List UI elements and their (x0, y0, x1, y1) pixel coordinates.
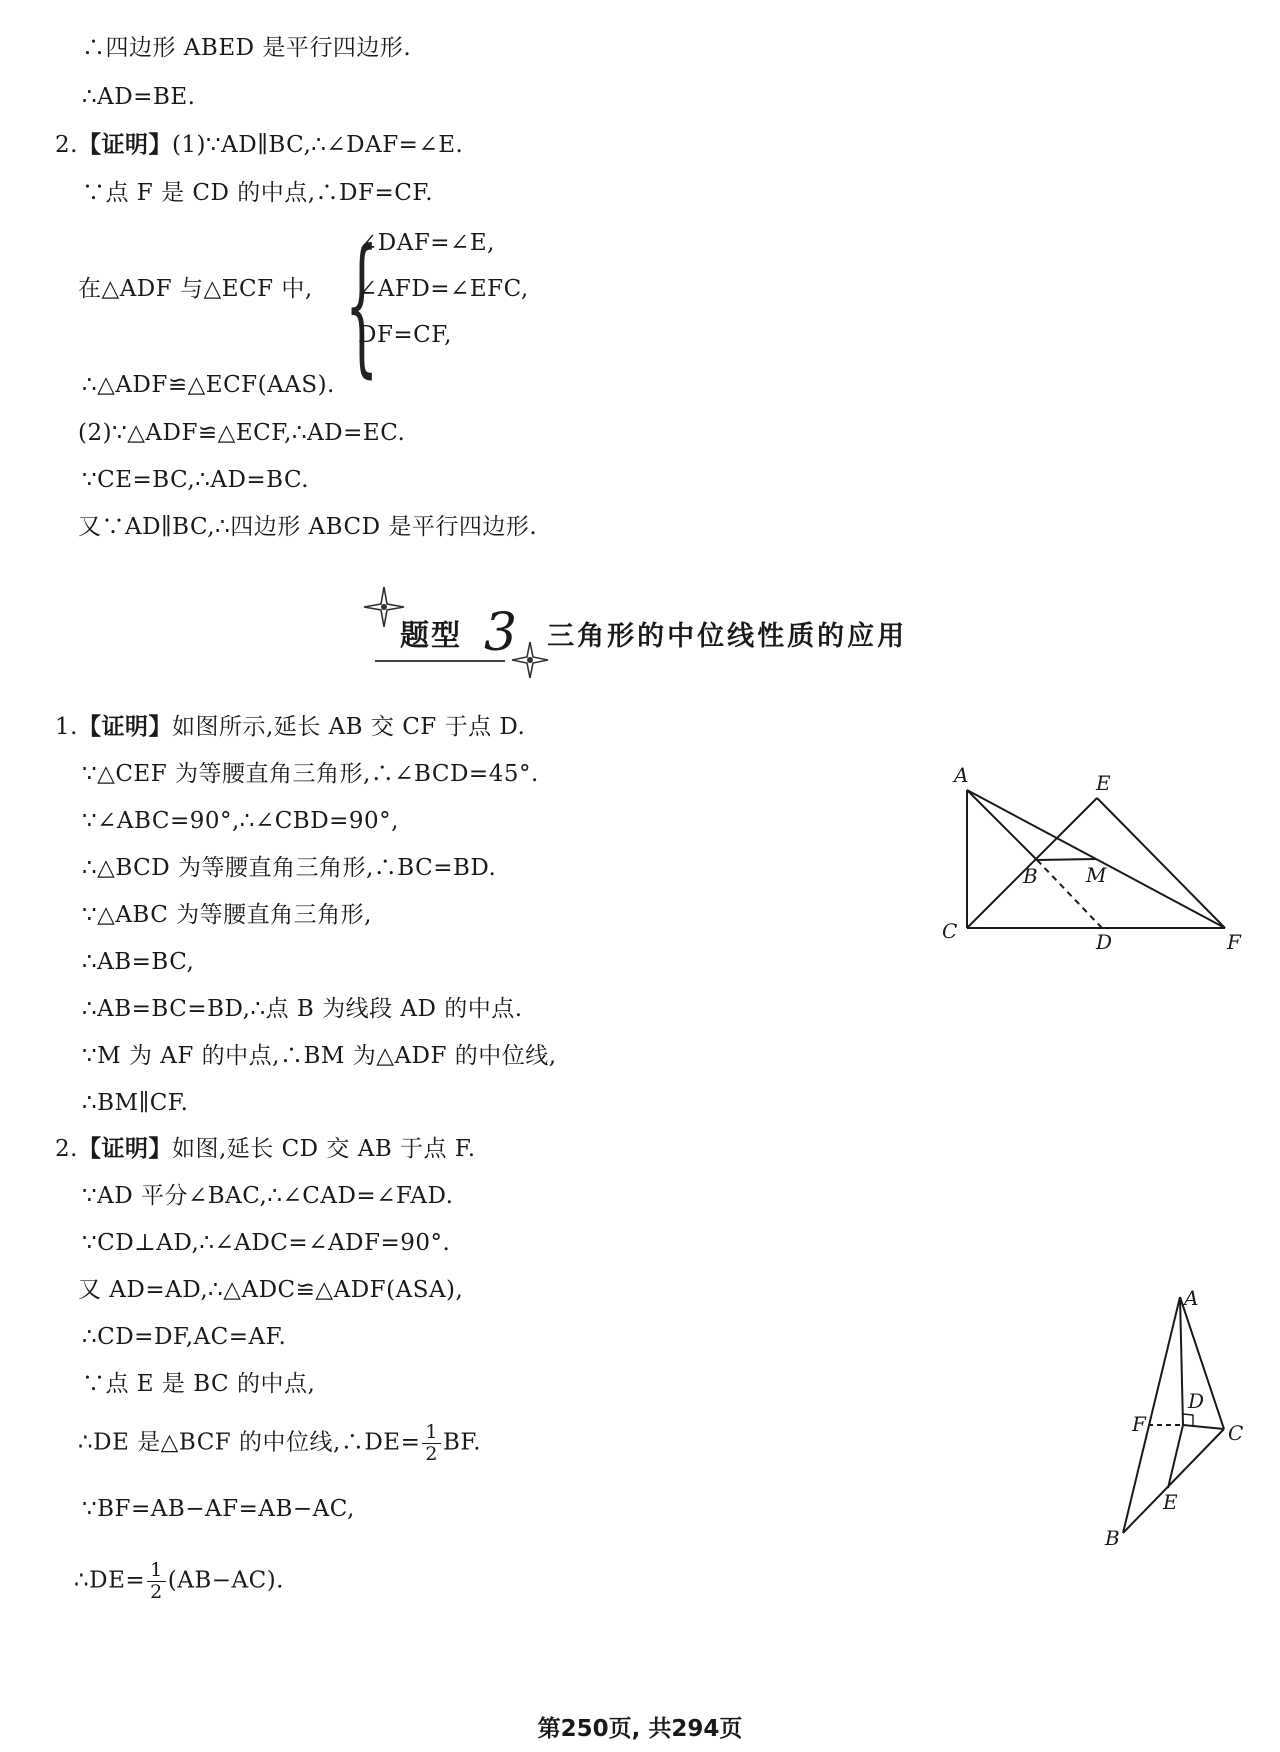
proof-tag: 【证明】 (77, 1136, 172, 1162)
proof-tag: 【证明】 (77, 714, 172, 740)
label-b: B (1105, 1526, 1120, 1545)
item-number: 1. (55, 714, 78, 740)
label-c: C (942, 919, 958, 943)
proof-line: ∵△ABC 为等腰直角三角形, (82, 902, 372, 928)
segment-dc (1183, 1425, 1224, 1429)
proof-text: ∴DE= (74, 1567, 146, 1594)
label-e: E (1163, 1490, 1178, 1514)
segment-bc (1123, 1429, 1224, 1533)
proof-line: (2)∵△ADF≌△ECF,∴AD=EC. (78, 420, 406, 446)
proof-tag: 【证明】 (77, 132, 172, 158)
proof-text: ∴DE 是△BCF 的中位线,∴DE= (78, 1429, 421, 1456)
proof-line: ∵△CEF 为等腰直角三角形,∴∠BCD=45°. (82, 761, 539, 787)
proof-line: 如图所示,延长 AB 交 CF 于点 D. (171, 714, 526, 740)
segment-bm (1037, 859, 1096, 860)
label-f: F (1132, 1412, 1146, 1436)
item-number: 2. (55, 1136, 78, 1162)
fraction-denominator: 2 (425, 1443, 438, 1465)
proof-line: 如图,延长 CD 交 AB 于点 F. (171, 1136, 476, 1162)
proof-line: (1)∵AD∥BC,∴∠DAF=∠E. (171, 132, 464, 158)
proof-line: ∴BM∥CF. (82, 1090, 189, 1116)
proof-line: ∵M 为 AF 的中点,∴BM 为△ADF 的中位线, (82, 1043, 557, 1069)
proof-text: (AB−AC). (167, 1567, 284, 1594)
proof-line (74, 1560, 284, 1603)
label-e: E (1096, 771, 1111, 795)
proof-line: ∵BF=AB−AF=AB−AC, (82, 1496, 355, 1522)
fraction-numerator: 1 (422, 1422, 441, 1444)
label-d: D (1096, 930, 1113, 954)
fraction-denominator: 2 (150, 1581, 163, 1603)
label-m: M (1086, 863, 1107, 887)
proof-line: ∴AB=BC=BD,∴点 B 为线段 AD 的中点. (82, 996, 523, 1022)
proof-line: ∵点 F 是 CD 的中点,∴DF=CF. (82, 180, 434, 206)
label-c: C (1228, 1421, 1244, 1445)
proof-line: ∵点 E 是 BC 的中点, (82, 1371, 316, 1397)
proof-line: 又 AD=AD,∴△ADC≌△ADF(ASA), (78, 1277, 464, 1303)
segment-ab (967, 790, 1037, 860)
figure-2-diagram (1060, 1285, 1260, 1545)
proof-heading (55, 130, 463, 160)
section-heading: 三角形的中位线性质的应用 (547, 620, 908, 652)
fraction (422, 1422, 441, 1465)
proof-line: ∴△ADF≌△ECF(AAS). (82, 372, 335, 398)
label-f: F (1227, 930, 1241, 954)
fraction-numerator: 1 (147, 1560, 166, 1582)
proof-line: ∴△BCD 为等腰直角三角形,∴BC=BD. (82, 855, 497, 881)
item-number: 2. (55, 132, 78, 158)
proof-line: ∴CD=DF,AC=AF. (82, 1324, 287, 1350)
proof-line: ∵AD 平分∠BAC,∴∠CAD=∠FAD. (82, 1183, 454, 1209)
condition-line: ∠AFD=∠EFC, (358, 276, 529, 302)
proof-line: ∴AD=BE. (82, 84, 196, 110)
segment-ef (1097, 798, 1225, 928)
proof-text: BF. (442, 1429, 482, 1456)
brace-symbol: { (345, 218, 379, 392)
proof-line: ∵∠ABC=90°,∴∠CBD=90°, (82, 808, 399, 834)
proof-line: 在△ADF 与△ECF 中, (78, 276, 313, 302)
section-title (400, 598, 907, 668)
proof-line (78, 1422, 481, 1465)
label-a: A (954, 763, 969, 787)
proof-line: ∵CD⊥AD,∴∠ADC=∠ADF=90°. (82, 1230, 451, 1256)
section-number: 3 (484, 603, 518, 663)
proof-line: ∴四边形 ABED 是平行四边形. (82, 35, 412, 61)
segment-ce (967, 798, 1097, 928)
figure-1-diagram (930, 755, 1260, 970)
condition-line: DF=CF, (358, 322, 452, 348)
label-a: A (1184, 1286, 1199, 1310)
proof-line: 又∵AD∥BC,∴四边形 ABCD 是平行四边形. (78, 514, 538, 540)
proof-heading (55, 712, 525, 742)
label-b: B (1023, 864, 1038, 888)
label-d: D (1188, 1389, 1205, 1413)
fraction (147, 1560, 166, 1603)
segment-ad (1180, 1297, 1183, 1425)
section-label: 题型 (400, 617, 463, 652)
proof-line: ∴AB=BC, (82, 949, 195, 975)
proof-line: ∵CE=BC,∴AD=BC. (82, 467, 310, 493)
page-footer: 第250页, 共294页 (537, 1716, 743, 1742)
proof-heading (55, 1134, 476, 1164)
condition-line: ∠DAF=∠E, (358, 230, 495, 256)
